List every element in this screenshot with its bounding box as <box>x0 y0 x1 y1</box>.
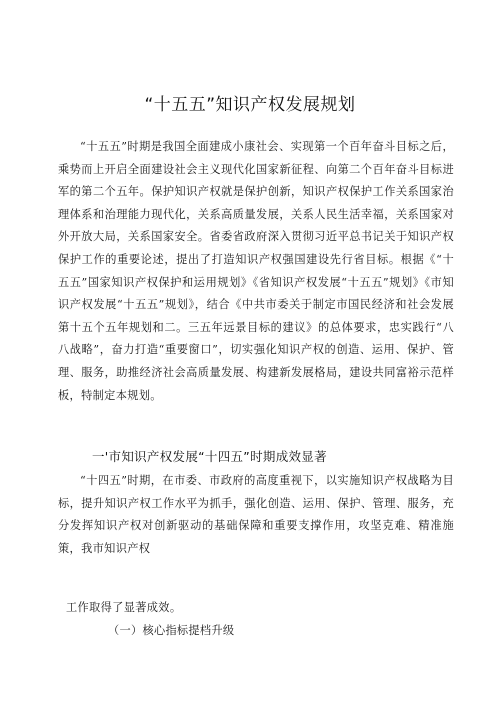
section-heading: 一'市知识产权发展“十四五”时期成效显著 <box>92 449 327 464</box>
continuation-line: 工作取得了显著成效。 <box>66 601 182 614</box>
intro-paragraph: “十五五”时期是我国全面建成小康社会、实现第一个百年奋斗目标之后，乘势而上开启全面建设社会主义现代化国家新征程、向第二个百年奋斗目标进军的第二个五年。保护知识产权就是保护创新，知识产权保护工作关系国家治理体系和治理能力现代化，关系高质量发展，关系人民生活幸福，关系国家对外开放大局，关系国家安全。省委省政府深入贯彻习近平总书记关于知识产权保护工作的重要论述，提出了打造知识产权强国建设先行省目标。根据《“十五五”国家知识产权保护和运用规划》《省知识产权发展“十五五”规划》《市知识产权发展“十五五”规划》，结合《中共市委关于制定市国民经济和社会发展第十五个五年规划和二。三五年远景目标的建议》的总体要求，忠实践行“八八战略”，奋力打造“重要窗口”，切实强化知识产权的创造、运用、保护、管理、服务，助推经济社会高质量发展、构建新发展格局，建设共同富裕示范样板，特制定本规划。 <box>58 140 454 402</box>
subsection-heading: （一）核心指标提档升级 <box>108 624 235 637</box>
section-paragraph: “十四五”时期，在市委、市政府的高度重视下，以实施知识产权战略为目标，提升知识产权工作水平为抓手，强化创造、运用、保护、管理、服务，充分发挥知识产权对创新驱动的基础保障和重要支撑作用，攻坚克难、精准施策，我市知识产权 <box>58 474 454 555</box>
document-title: “十五五”知识产权发展规划 <box>144 95 356 115</box>
